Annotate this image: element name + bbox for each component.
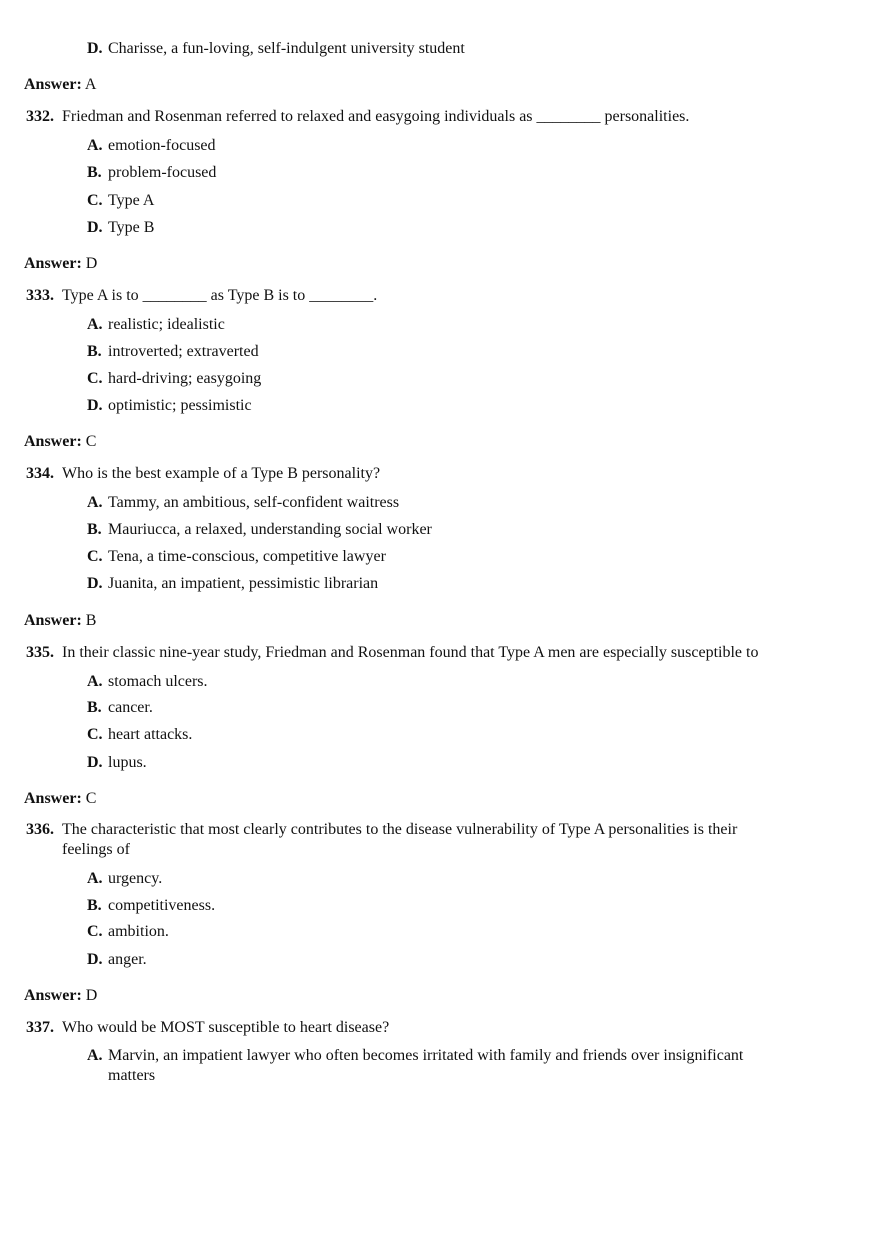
option-letter: D. <box>87 951 103 968</box>
answer-line <box>24 432 96 452</box>
question-number: 336. <box>26 821 54 838</box>
option-c <box>87 725 192 745</box>
answer-label: Answer: <box>24 790 82 807</box>
option-text: lupus. <box>108 754 147 771</box>
option-letter: D. <box>87 754 103 771</box>
option-text: realistic; idealistic <box>108 316 225 333</box>
option-c <box>87 191 154 211</box>
option-letter: B. <box>87 699 102 716</box>
answer-label: Answer: <box>24 255 82 272</box>
option-text: Type A <box>108 192 155 209</box>
answer-line <box>24 254 97 274</box>
option-b <box>87 698 153 718</box>
answer-label: Answer: <box>24 76 82 93</box>
option-text: introverted; extraverted <box>108 343 259 360</box>
answer-label: Answer: <box>24 612 82 629</box>
option-text: Tammy, an ambitious, self-confident waitress <box>108 494 400 511</box>
option-text: cancer. <box>108 699 153 716</box>
question-text: Friedman and Rosenman referred to relaxed and easygoing individuals as ________ personalities. <box>62 108 690 125</box>
option-letter: A. <box>87 316 103 333</box>
answer-value: A <box>84 76 97 93</box>
option-text: Mauriucca, a relaxed, understanding social worker <box>108 521 432 538</box>
option-text-line-1: Marvin, an impatient lawyer who often becomes irritated with family and friends over insignificant <box>108 1047 744 1064</box>
answer-line <box>24 75 96 95</box>
option-letter: B. <box>87 343 102 360</box>
option-letter: A. <box>87 137 103 154</box>
option-letter: D. <box>87 40 103 57</box>
option-text: heart attacks. <box>108 726 193 743</box>
option-text: urgency. <box>108 870 163 887</box>
question-text-line-1: The characteristic that most clearly contributes to the disease vulnerability of Type A personalities is their <box>62 821 738 838</box>
option-c <box>87 369 261 389</box>
option-letter: A. <box>87 673 103 690</box>
option-letter: D. <box>87 219 103 236</box>
option-letter: D. <box>87 575 103 592</box>
option-letter: C. <box>87 923 103 940</box>
answer-label: Answer: <box>24 987 82 1004</box>
option-d <box>87 396 252 416</box>
option-b <box>87 896 215 916</box>
option-d <box>87 39 465 59</box>
question-number: 335. <box>26 644 54 661</box>
answer-value: C <box>85 433 97 450</box>
option-letter: B. <box>87 897 102 914</box>
option-a <box>87 136 216 156</box>
answer-line <box>24 789 96 809</box>
answer-label: Answer: <box>24 433 82 450</box>
answer-value: D <box>85 987 98 1004</box>
option-text: ambition. <box>108 923 169 940</box>
option-d <box>87 950 147 970</box>
option-letter: A. <box>87 870 103 887</box>
option-letter: C. <box>87 192 103 209</box>
option-a <box>87 672 208 692</box>
option-a <box>87 493 399 513</box>
option-letter: C. <box>87 548 103 565</box>
question-text: Type A is to ________ as Type B is to ________. <box>62 287 378 304</box>
question-number: 332. <box>26 108 54 125</box>
option-text: Type B <box>108 219 155 236</box>
option-text: Charisse, a fun-loving, self-indulgent university student <box>108 40 465 57</box>
answer-value: D <box>85 255 98 272</box>
option-letter: B. <box>87 164 102 181</box>
option-text: Tena, a time-conscious, competitive lawyer <box>108 548 386 565</box>
option-d <box>87 753 147 773</box>
question-text: In their classic nine-year study, Friedman and Rosenman found that Type A men are especially susceptible to <box>62 644 759 661</box>
option-c <box>87 547 386 567</box>
option-a <box>87 315 225 335</box>
answer-line <box>24 611 96 631</box>
option-c <box>87 922 169 942</box>
option-letter: C. <box>87 726 103 743</box>
option-text: anger. <box>108 951 147 968</box>
question-number: 333. <box>26 287 54 304</box>
option-a <box>87 1046 743 1066</box>
option-letter: C. <box>87 370 103 387</box>
option-letter: A. <box>87 494 103 511</box>
option-d <box>87 218 154 238</box>
answer-line <box>24 986 97 1006</box>
option-b <box>87 163 216 183</box>
option-text-line-2: matters <box>108 1067 156 1084</box>
option-letter: D. <box>87 397 103 414</box>
option-a-continuation <box>108 1066 155 1086</box>
option-b <box>87 342 259 362</box>
option-text: optimistic; pessimistic <box>108 397 252 414</box>
option-letter: A. <box>87 1047 103 1064</box>
option-text: hard-driving; easygoing <box>108 370 262 387</box>
option-a <box>87 869 162 889</box>
question-number: 337. <box>26 1019 54 1036</box>
option-text: competitiveness. <box>108 897 216 914</box>
option-letter: B. <box>87 521 102 538</box>
option-text: problem-focused <box>108 164 217 181</box>
option-text: emotion-focused <box>108 137 216 154</box>
question-text: Who would be MOST susceptible to heart disease? <box>62 1019 390 1036</box>
answer-value: B <box>85 612 97 629</box>
answer-value: C <box>85 790 97 807</box>
question-number: 334. <box>26 465 54 482</box>
question-text: Who is the best example of a Type B personality? <box>62 465 381 482</box>
option-b <box>87 520 432 540</box>
question-text-line-2: feelings of <box>62 841 130 858</box>
option-text: Juanita, an impatient, pessimistic librarian <box>108 575 379 592</box>
option-text: stomach ulcers. <box>108 673 208 690</box>
option-d <box>87 574 378 594</box>
